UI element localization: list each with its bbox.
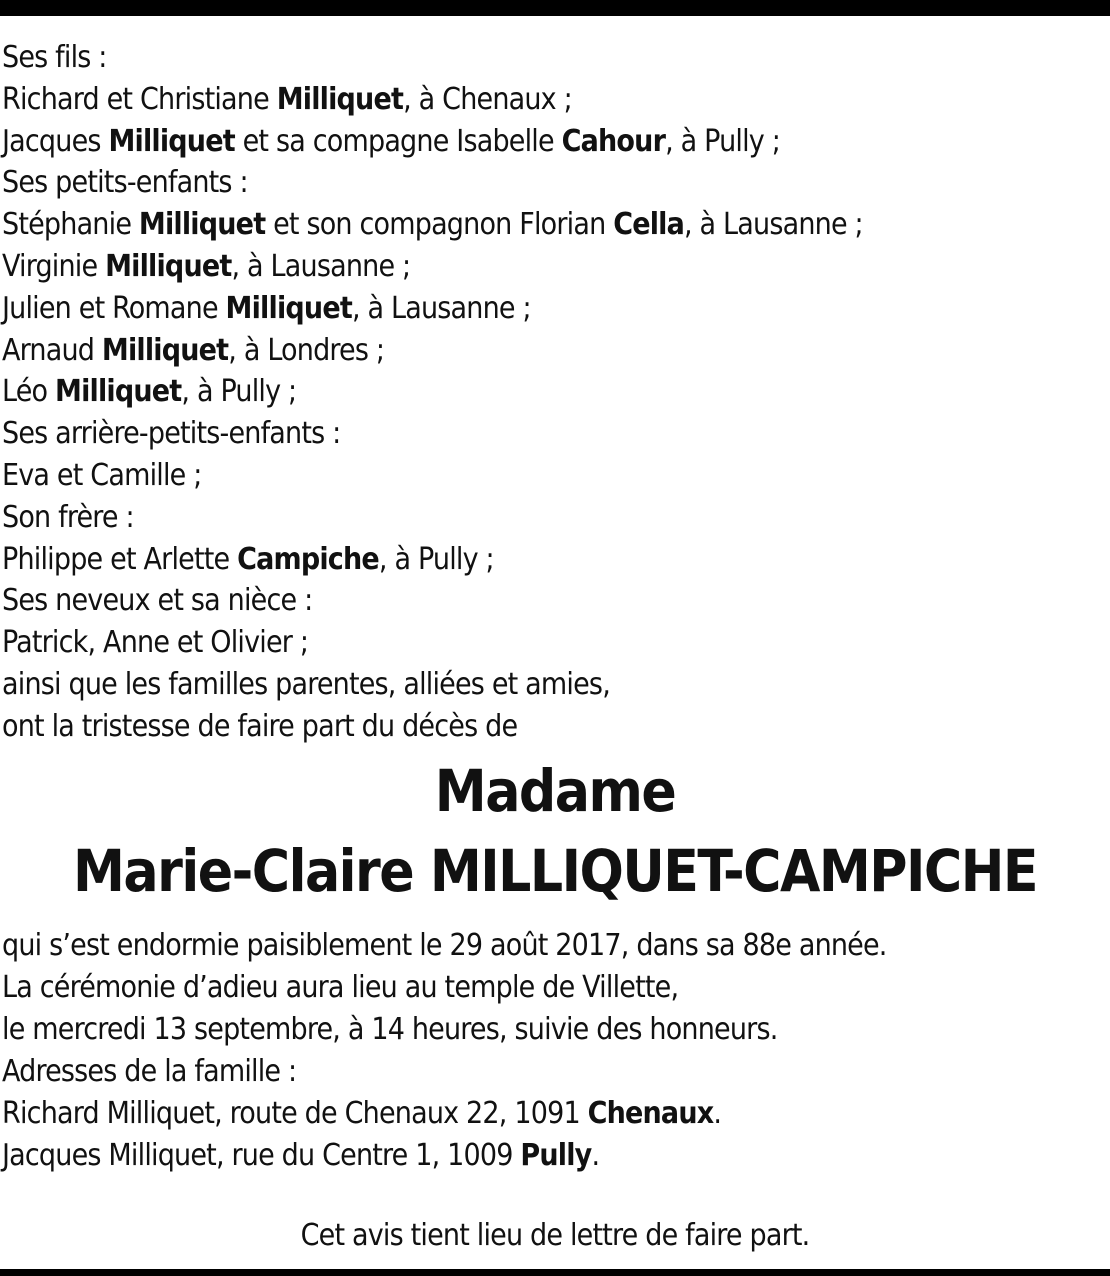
- family-line: [2, 580, 1102, 622]
- family-line: [2, 162, 1102, 204]
- detail-line: [2, 1135, 1102, 1177]
- text-segment: Adresses de la famille :: [2, 1054, 297, 1089]
- family-line: [2, 371, 1102, 413]
- text-segment: et son compagnon Florian: [265, 207, 614, 243]
- surname: Milliquet: [105, 248, 232, 284]
- family-line: [2, 413, 1102, 455]
- text-segment: le mercredi 13 septembre, à 14 heures, suivie des honneurs.: [2, 1012, 778, 1047]
- detail-line: [2, 1093, 1102, 1135]
- detail-line: [2, 925, 1102, 967]
- detail-line: [2, 1009, 1102, 1051]
- surname: Milliquet: [108, 123, 235, 159]
- text-segment: , à Londres ;: [228, 332, 385, 368]
- text-segment: , à Pully ;: [378, 541, 494, 577]
- footer-note: Cet avis tient lieu de lettre de faire part.: [300, 1218, 810, 1253]
- text-segment: Jacques: [2, 123, 109, 159]
- text-segment: Arnaud: [2, 332, 102, 368]
- family-line: [2, 121, 1102, 163]
- detail-line: [2, 967, 1102, 1009]
- family-announcement: [2, 37, 1102, 748]
- top-border-rule: [0, 0, 1110, 16]
- bottom-border-rule: [0, 1269, 1110, 1276]
- family-line: [2, 664, 1102, 706]
- surname: Cella: [613, 207, 684, 243]
- text-segment: .: [713, 1096, 722, 1131]
- ceremony-details: [2, 925, 1102, 1177]
- detail-line: [2, 1051, 1102, 1093]
- text-segment: Eva et Camille ;: [2, 457, 202, 493]
- family-line: [2, 622, 1102, 664]
- deceased-name: Marie-Claire MILLIQUET-CAMPICHE: [72, 837, 1038, 905]
- family-line: [2, 455, 1102, 497]
- family-line: [2, 246, 1102, 288]
- text-segment: , à Pully ;: [665, 123, 781, 159]
- surname: Milliquet: [225, 290, 352, 326]
- text-segment: Julien et Romane: [2, 290, 226, 326]
- surname: Pully: [520, 1138, 592, 1173]
- family-line: [2, 330, 1102, 372]
- text-segment: Patrick, Anne et Olivier ;: [2, 625, 309, 661]
- surname: Chenaux: [587, 1096, 714, 1131]
- family-line: [2, 539, 1102, 581]
- surname: Milliquet: [101, 332, 229, 368]
- text-segment: et sa compagne Isabelle: [234, 123, 562, 159]
- text-segment: , à Lausanne ;: [351, 290, 531, 326]
- text-segment: Richard et Christiane: [2, 81, 277, 117]
- family-line: [2, 497, 1102, 539]
- text-segment: Son frère :: [2, 499, 134, 535]
- text-segment: Ses petits-enfants :: [2, 165, 248, 201]
- family-line: [2, 204, 1102, 246]
- text-segment: , à Chenaux ;: [403, 81, 572, 117]
- text-segment: Ses arrière-petits-enfants :: [2, 416, 341, 452]
- surname: Milliquet: [55, 374, 182, 410]
- text-segment: ainsi que les familles parentes, alliées et amies,: [2, 666, 610, 702]
- text-segment: Stéphanie: [2, 207, 139, 243]
- text-segment: , à Lausanne ;: [231, 248, 411, 284]
- text-segment: Léo: [2, 374, 55, 410]
- text-segment: Richard Milliquet, route de Chenaux 22, 1091: [2, 1096, 588, 1131]
- family-line: [2, 37, 1102, 79]
- text-segment: .: [591, 1138, 600, 1173]
- text-segment: Jacques Milliquet, rue du Centre 1, 1009: [2, 1138, 521, 1173]
- text-segment: Ses fils :: [2, 40, 107, 75]
- text-segment: Ses neveux et sa nièce :: [2, 583, 313, 619]
- surname: Campiche: [237, 541, 379, 577]
- text-segment: Philippe et Arlette: [2, 541, 238, 577]
- surname: Milliquet: [276, 81, 404, 117]
- text-segment: , à Lausanne ;: [684, 207, 863, 243]
- family-line: [2, 79, 1102, 121]
- text-segment: qui s’est endormie paisiblement le 29 août 2017, dans sa 88e année.: [2, 928, 887, 963]
- text-segment: , à Pully ;: [181, 374, 297, 410]
- text-segment: ont la tristesse de faire part du décès de: [2, 708, 518, 744]
- text-segment: La cérémonie d’adieu aura lieu au temple de Villette,: [2, 970, 679, 1005]
- surname: Milliquet: [138, 207, 266, 243]
- text-segment: Virginie: [2, 248, 106, 284]
- surname: Cahour: [561, 123, 666, 159]
- deceased-honorific: Madame: [434, 757, 676, 825]
- family-line: [2, 706, 1102, 748]
- family-line: [2, 288, 1102, 330]
